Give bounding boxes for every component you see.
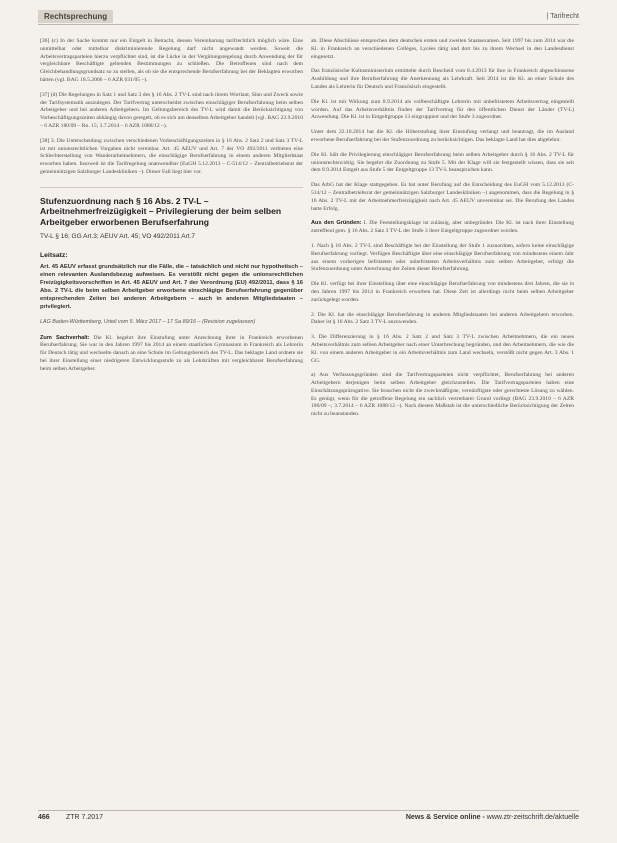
body-paragraph: [36] (c) In der Sache kommt nur ein Entgelt in Betracht, dessen Vereinbarung tarifrechtlich möglich wäre. Eine unmittelbar oder mittelbar diskriminierende Regelung darf nicht angewandt werden. Soweit die Arbeitsvertragsparteien hierzu verpflichtet sind, ist die Lücke in der Vergütungsregelung durch Anwendung der für vergleichbare Beschäftigte geltenden Bestimmungen zu schließen. Die Betroffenen sind nach dem Gleichbehandlungsgrundsatz so zu stellen, als ob sie die entsprechende Berufserfahrung bei der Beklagten erworben hätten (vgl. BAG 18.5.2006 – 6 AZR 631/05 –).: [40, 38, 303, 83]
leitsatz-label: Leitsatz:: [40, 252, 68, 260]
body-paragraph: Die Kl. hält die Privilegierung einschlägiger Berufserfahrung beim selben Arbeitgeber durch § 16 Abs. 2 TV-L für unionsrechtswidrig. Sie begehrt die Zuordnung zu Stufe 5. Mit der Klage will sie festgestellt wissen, dass sie seit dem 8.9.2014 Entgelt aus Stufe 5 der Entgeltgruppe 13 TV-L beanspruchen kann.: [311, 151, 574, 174]
page-header: [38, 10, 579, 25]
left-column: [40, 38, 303, 381]
category-label: | Tarifrecht: [546, 13, 579, 20]
service-url-link[interactable]: www.ztr-zeitschrift.de/aktuelle: [486, 814, 579, 821]
sachverhalt-paragraph: [40, 335, 303, 374]
article-norms: TV-L § 16; GG Art.3; AEUV Art. 45; VO 492/2011 Art.7: [40, 233, 196, 241]
sachverhalt-text: Die Kl. begehrt ihre Einstufung unter Anrechnung ihrer in Frankreich erworbenen Berufserfahrung. Sie war in den Jahren 1997 bis 2014 an einem staatlichen Gymnasium in Frankreich als Lehrerin für Deutsch tätig und wechselte danach an eine Schule im Geltungsbereich des TV-L. Das beklagte Land ordnete sie bei ihrer Einstellung einer niedrigeren Entwicklungsstufe zu als Lehrkräften mit vergleichbarer Berufserfahrung beim selben Arbeitgeber.: [40, 334, 303, 372]
body-paragraph: [38] 3. Die Unterscheidung zwischen verschiedenen Vorbeschäftigungszeiten in § 16 Abs. 2 Satz 2 und Satz 3 TV-L ist mit unionsrechtlichen Vorgaben nicht vereinbar. Art. 45 AEUV und Art. 7 der VO 492/2011 verbieten eine Schlechterstellung von Wanderarbeitnehmern, die einschlägige Berufserfahrung in einem anderen Mitgliedstaat erworben haben. Insoweit ist die Tarifregelung unanwendbar (EuGH 5.12.2013 – C-514/12 – Zentralbetriebsrat der gemeinnützigen Salzburger Landeskliniken –). Dieser Fall liegt hier vor.: [40, 137, 303, 175]
article-divider: [40, 187, 303, 188]
body-paragraph: 3. Die Differenzierung in § 16 Abs. 2 Satz 2 und Satz 3 TV-L zwischen Arbeitnehmern, die ein neues Arbeitsverhältnis zum selben Arbeitgeber nach einer Unterbrechung begründen, und den Arbeitnehmern, die wie die Kl. von einem anderen Arbeitgeber in ein Arbeitsverhältnis zum Land wechseln, verstößt nicht gegen Art. 3 Abs. 1 GG.: [311, 334, 574, 364]
service-prefix: News & Service online -: [405, 814, 487, 821]
body-paragraph: ab. Diese Abschlüsse entsprechen dem deutschen ersten und zweiten Staatsexamen. Seit 1997 bis zum 2014 war die Kl. in Frankreich an verschiedenen Collèges, Lycées tätig und dort bis zu ihrem Wechsel in den Landesdienst eingesetzt.: [311, 38, 574, 60]
body-paragraph: Das französische Kultusministerium ermittelte durch Bescheid vom 8.4.2013 für ihre in Frankreich abgeschlossene Ausbildung und ihre Berufserfahrung die Anerkennung als Lehrkraft. Seit 2014 ist die Kl. an einer Schule des Landes als Lehrerin für Deutsch und Französisch eingestellt.: [311, 68, 574, 90]
section-label: Rechtsprechung: [38, 10, 113, 23]
body-paragraph: Das ArbG hat der Klage stattgegeben. Es hat unter Berufung auf die Entscheidung des EuGH vom 5.12.2013 (C-514/12 – Zentralbetriebsrat der gemeinnützigen Salzburger Landeskliniken –) angenommen, dass die Regelung in § 16 Abs. 2 TV-L mit der Arbeitnehmerfreizügigkeit nach Art. 45 AEUV unvereinbar sei. Die Berufung des Landes hatte Erfolg.: [311, 182, 574, 212]
service-line: [406, 814, 579, 821]
sachverhalt-label: Zum Sachverhalt:: [40, 334, 90, 341]
body-paragraph: Unter dem 22.10.2014 hat die Kl. die Höherstufung ihrer Einstufung verlangt und beantragt, die im Ausland erworbene Berufserfahrung bei der Stufenzuordnung zu berücksichtigen. Das beklagte Land hat dies abgelehnt.: [311, 129, 574, 143]
body-paragraph: Die Kl. ist mit Wirkung zum 8.9.2014 als vollbeschäftigte Lehrerin mit unbefristetem Arbeitsvertrag eingestellt worden. Auf das Arbeitsverhältnis finden der Tarifvertrag für den öffentlichen Dienst der Länder (TV-L) Anwendung. Die Kl. ist in Entgeltgruppe 13 eingruppiert und der Stufe 3 zugeordnet.: [311, 98, 574, 121]
magazine-issue: ZTR 7.2017: [66, 814, 103, 821]
gruende-label: Aus den Gründen:: [311, 220, 362, 227]
body-paragraph: a) Aus Verfassungsgründen sind die Tarifvertragsparteien nicht verpflichtet, Berufserfahrung bei anderen Arbeitgebern derjenigen beim selben Arbeitgeber gleichzustellen. Die Tarifvertragsparteien haben eine Einschätzungsprärogative. Sie brauchen nicht die zweckmäßigste, vernünftigste oder gerechteste Lösung zu wählen. Es genügt, wenn für die getroffene Regelung ein sachlich vertretbarer Grund vorliegt (BAG 23.9.2010 – 6 AZR 180/09 –; 3.7.2014 – 6 AZR 1088/12 –). Nach diesem Maßstab ist die unterschiedliche Berücksichtigung der Zeiten nicht zu beanstanden.: [311, 372, 574, 418]
body-paragraph: [37] (d) Die Regelungen in Satz 1 und Satz 3 des § 16 Abs. 2 TV-L sind nach ihrem Wortlaut, Sinn und Zweck sowie der Tarifsystematik auszulegen. Der Tarifvertrag unterscheidet zwischen einschlägiger Berufserfahrung beim selben Arbeitgeber und bei anderen Arbeitgebern. Im Geltungsbereich des TV-L wird damit die Berücksichtigung von Vorbeschäftigungszeiten abhängig davon geregelt, ob es sich um denselben Arbeitgeber handelt (vgl. BAG 23.9.2010 – 6 AZR 180/09 – Rn. 15; 3.7.2014 – 6 AZR 1088/12 –).: [40, 91, 303, 129]
body-paragraph: Die Kl. verfügt bei ihrer Einstellung über eine einschlägige Berufserfahrung von mindestens drei Jahren, die sie in den Jahren 1997 bis 2014 in Frankreich erworben hat. Diese Zeit ist allerdings nicht beim selben Arbeitgeber zurückgelegt worden.: [311, 281, 574, 303]
page-footer: [38, 810, 579, 827]
article-title: Stufenzuordnung nach § 16 Abs. 2 TV-L – Arbeitnehmerfreizügigkeit – Privilegierung der beim selben Arbeitgeber erworbenen Berufserfahrung: [40, 195, 282, 227]
leitsatz-text: Art. 45 AEUV erfasst grundsätzlich nur die Fälle, die – tatsächlich und nicht nur hypothetisch – einen relevanten Auslandsbezug aufweisen. Es verstößt nicht gegen die unionsrechtlichen Freizügigkeitsvorschriften in Art. 45 AEUV und Art. 7 der Verordnung (EU) 492/2011, dass § 16 Abs. 2 TV-L die beim selben Arbeitgeber erworbene einschlägige Berufserfahrung gegenüber entsprechenden Zeiten bei anderen Arbeitgebern – auch in anderen Mitgliedstaaten – privilegiert.: [40, 264, 303, 311]
gruende-intro: I. Die Feststellungsklage ist zulässig, aber unbegründet. Die Kl. ist nach ihrer Einstellung zutreffend gem. § 16 Abs. 2 Satz 3 TV-L der Stufe 3 ihrer Entgeltgruppe zugeordnet worden.: [311, 220, 574, 235]
court-source: LAG Baden-Württemberg, Urteil vom 5. März 2017 – 17 Sa 89/16 – (Revision zugelassen): [40, 319, 256, 326]
right-column: [311, 38, 574, 426]
body-paragraph: 1. Nach § 16 Abs. 2 TV-L sind Beschäftigte bei der Einstellung der Stufe 1 zuzuordnen, sofern keine einschlägige Berufserfahrung vorliegt. Verfügen Beschäftigte über eine einschlägige Berufserfahrung von mindestens einem Jahr aus einem vorherigen befristeten oder unbefristeten Arbeitsverhältnis zum selben Arbeitgeber, erfolgt die Stufenzuordnung unter Anrechnung der Zeiten dieser Berufserfahrung.: [311, 242, 574, 273]
gruende-paragraph: [311, 220, 574, 236]
page-number: 466: [38, 814, 50, 821]
body-paragraph: 2. Die Kl. hat die einschlägige Berufserfahrung in anderen Mitgliedstaaten bei anderen Arbeitgebern erworben. Daher ist § 16 Abs. 2 Satz 3 TV-L anzuwenden.: [311, 311, 574, 326]
